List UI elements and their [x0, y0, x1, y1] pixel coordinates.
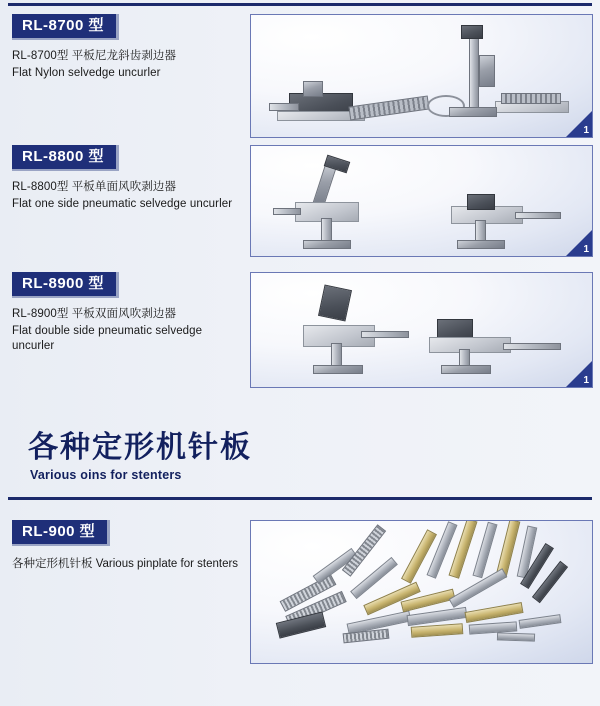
pinplate-item — [497, 632, 535, 641]
machine-foot-left-2 — [303, 240, 351, 249]
photo-number-1: 1 — [583, 125, 589, 136]
product-1-photo — [250, 14, 593, 138]
product-2-description — [12, 180, 242, 212]
section-divider — [8, 497, 592, 500]
machine-teeth-right — [501, 93, 561, 104]
product-2-photo — [250, 145, 593, 257]
machine-shaft-left — [269, 103, 299, 111]
product-1-desc-cn: RL-8700型 平板尼龙斜齿剥边器 — [12, 50, 177, 62]
product-bottom-desc-cn: 各种定形机针板 — [12, 558, 93, 570]
photo-number-2: 1 — [583, 244, 589, 255]
machine-foot-right — [449, 107, 497, 117]
section-heading-cn: 各种定形机针板 — [28, 431, 252, 464]
machine-rail-left-3 — [361, 331, 409, 338]
machine-body-right-3 — [429, 337, 511, 353]
product-3-description — [12, 307, 242, 354]
product-row-1 — [0, 14, 600, 138]
machine-column-right — [469, 29, 479, 109]
machine-foot-right-2 — [457, 240, 505, 249]
product-3-photo — [250, 272, 593, 388]
product-2-model-tag: RL-8800 型 — [12, 145, 119, 171]
product-3-desc-cn: RL-8900型 平板双面风吹剥边器 — [12, 308, 177, 320]
top-divider — [8, 3, 592, 6]
machine-head-right — [461, 25, 483, 39]
product-3-model-tag: RL-8900 型 — [12, 272, 119, 298]
photo-number-3: 1 — [583, 375, 589, 386]
product-row-bottom — [0, 520, 600, 670]
section-heading-en: Various oins for stenters — [30, 468, 182, 482]
product-bottom-desc-en: Various pinplate for stenters — [95, 558, 239, 570]
product-bottom-text — [12, 520, 242, 572]
product-bottom-photo — [250, 520, 593, 664]
product-1-description — [12, 49, 242, 81]
machine-rail-left-2 — [273, 208, 301, 215]
machine-bracket-right — [479, 55, 495, 87]
product-2-desc-cn: RL-8800型 平板单面风吹剥边器 — [12, 181, 177, 193]
machine-rail-right-3 — [503, 343, 561, 350]
machine-block-left — [303, 81, 323, 97]
product-2-text — [12, 145, 242, 212]
product-1-desc-en: Flat Nylon selvedge uncurler — [12, 67, 161, 79]
product-row-2 — [0, 145, 600, 257]
product-row-3 — [0, 272, 600, 390]
product-bottom-model-tag: RL-900 型 — [12, 520, 110, 546]
machine-rail-right-2 — [515, 212, 561, 219]
photo-corner-bottom — [566, 637, 592, 663]
machine-foot-right-3 — [441, 365, 491, 374]
product-bottom-description — [12, 556, 242, 572]
product-3-text — [12, 272, 242, 354]
machine-block-right-2 — [467, 194, 495, 210]
product-1-model-tag: RL-8700 型 — [12, 14, 119, 40]
product-1-text — [12, 14, 242, 81]
machine-foot-left-3 — [313, 365, 363, 374]
product-2-desc-en: Flat one side pneumatic selvedge uncurler — [12, 198, 233, 210]
product-3-desc-en: Flat double side pneumatic selvedge uncurler — [12, 325, 203, 352]
